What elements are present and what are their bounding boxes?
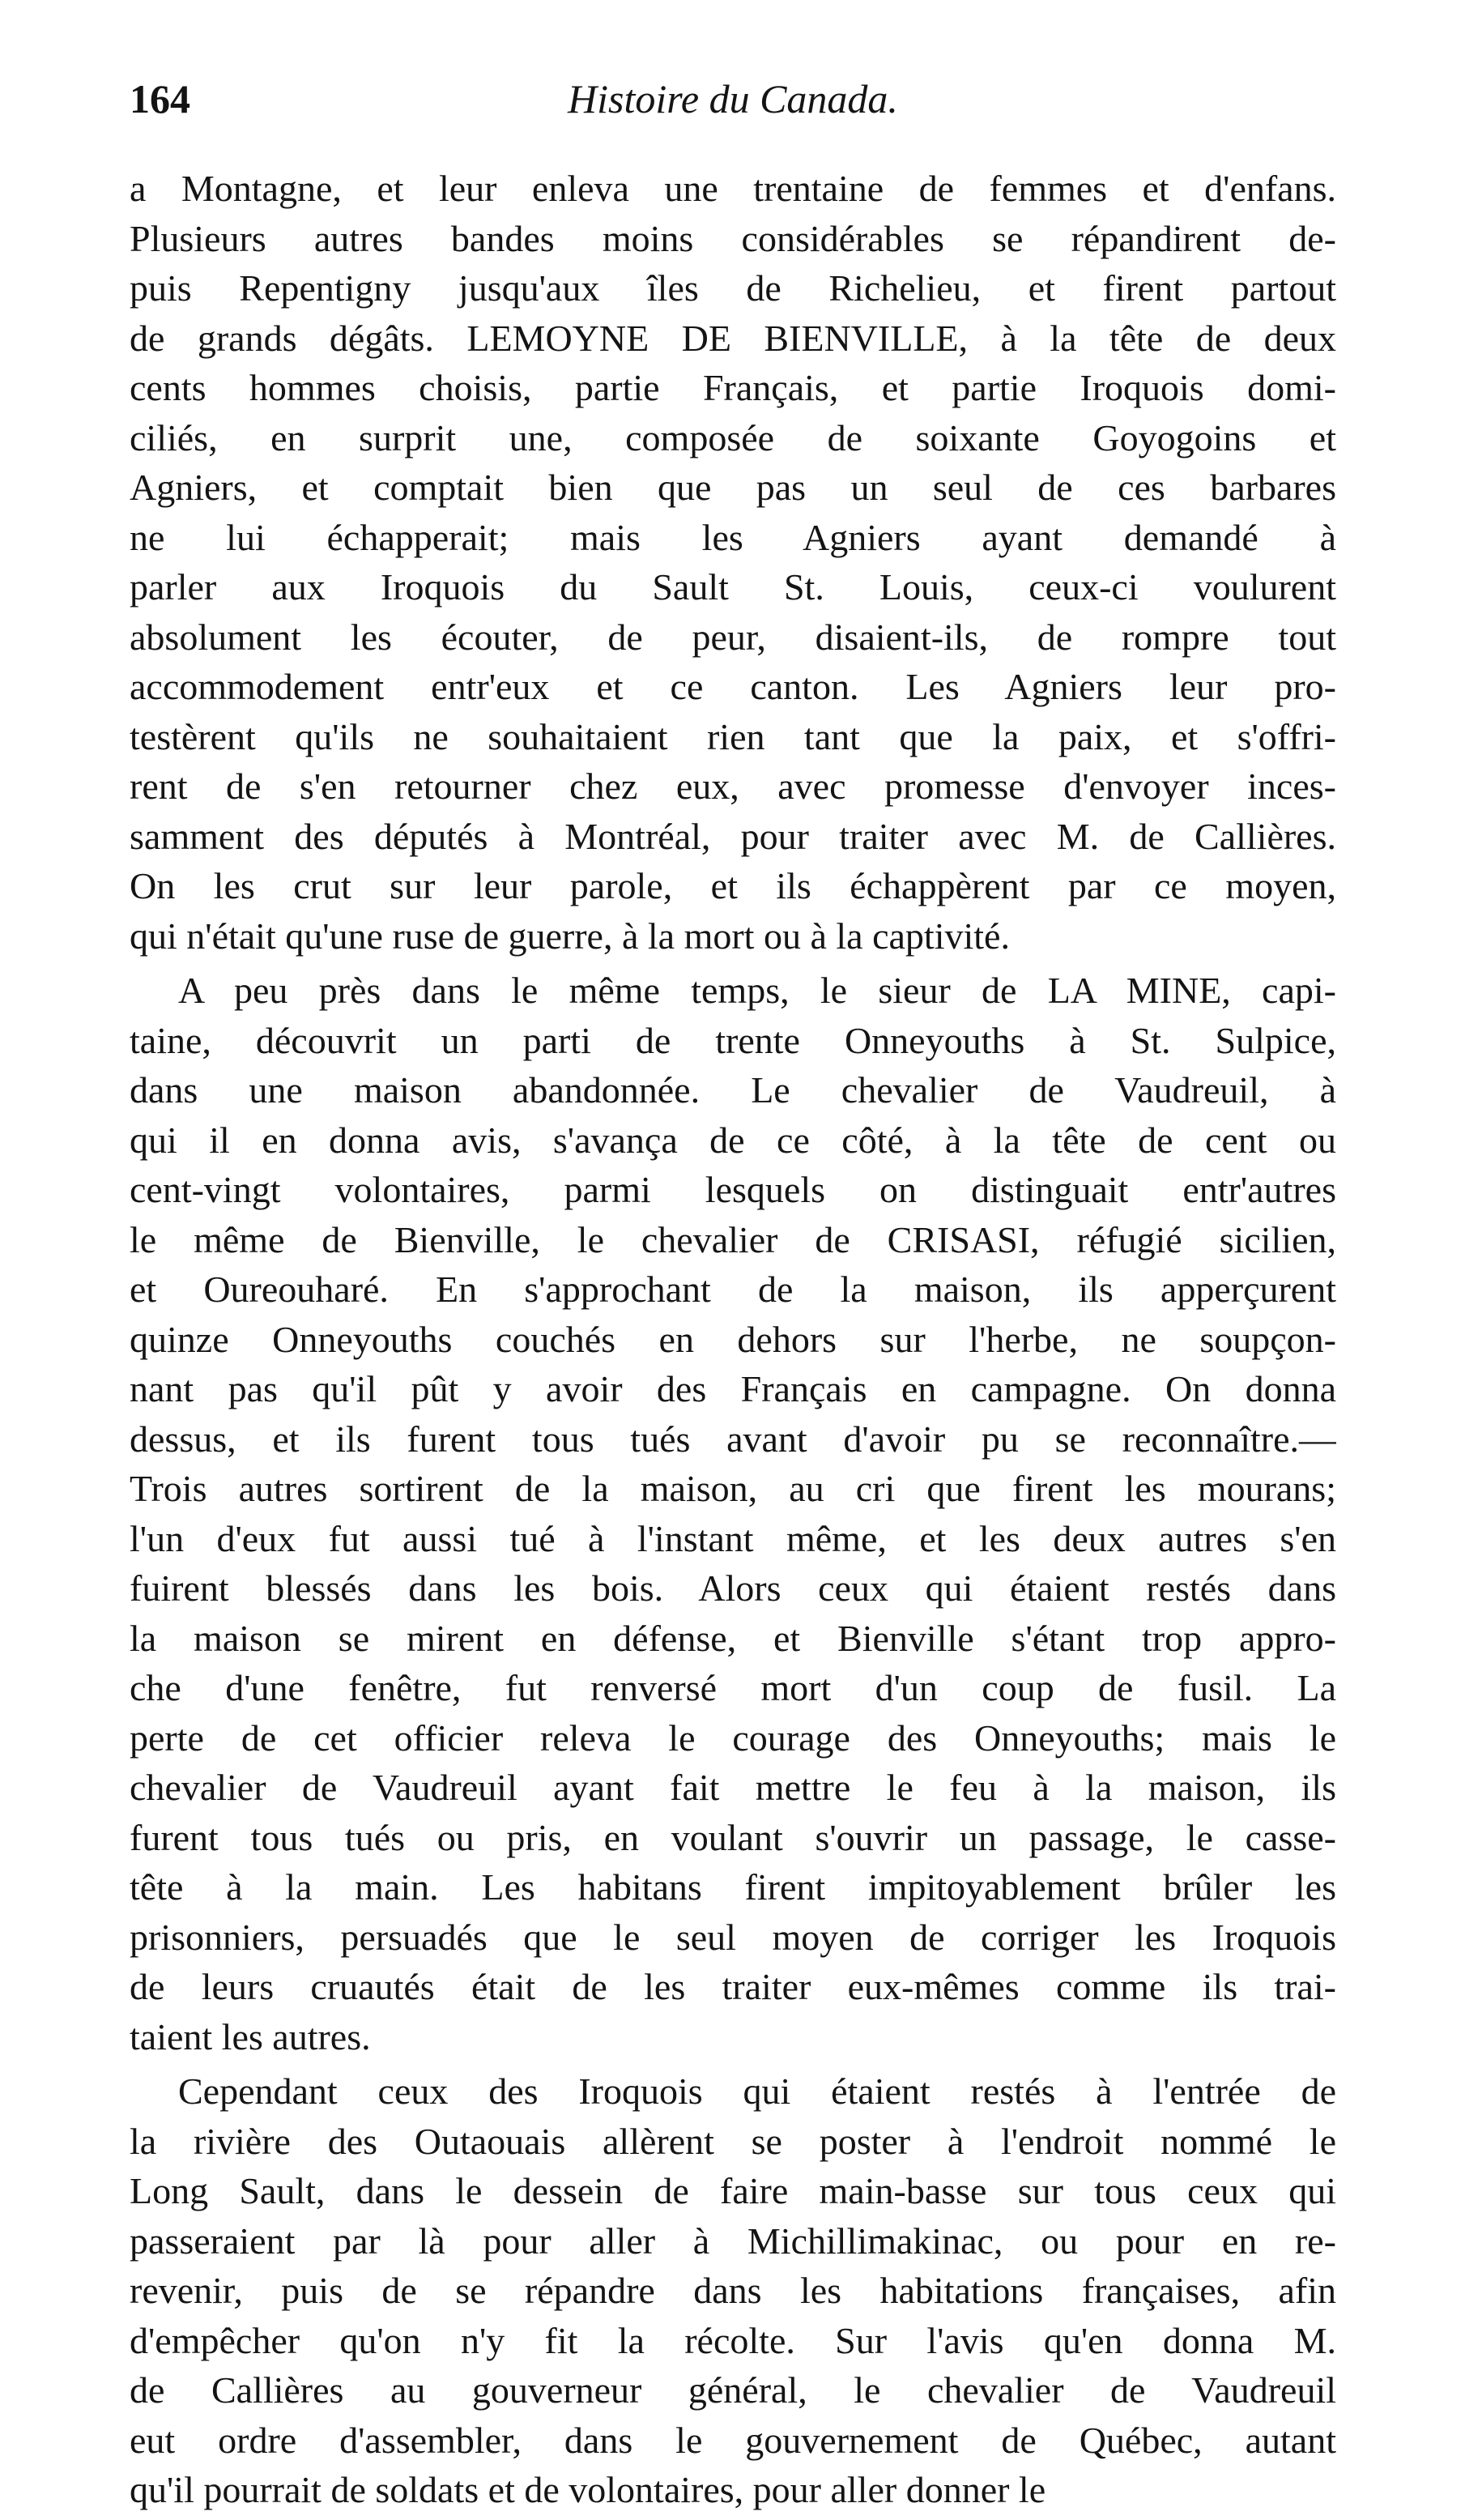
text-line: chevalier de Vaudreuil ayant fait mettre le feu à la maison, ils (130, 1767, 1336, 1808)
text-line: rent de s'en retourner chez eux, avec promesse d'envoyer inces- (130, 765, 1336, 807)
running-title: Histoire du Canada. (568, 76, 898, 122)
text-line: la rivière des Outaouais allèrent se poster à l'endroit nommé le (130, 2120, 1336, 2162)
text-line: cent-vingt volontaires, parmi lesquels on distinguait entr'autres (130, 1169, 1336, 1210)
text-line: dessus, et ils furent tous tués avant d'avoir pu se reconnaître.— (130, 1418, 1336, 1460)
page-number: 164 (130, 76, 190, 122)
text-line: passeraient par là pour aller à Michillimakinac, ou pour en re- (130, 2219, 1336, 2262)
text-line: eut ordre d'assembler, dans le gouvernement de Québec, autant (130, 2419, 1336, 2461)
text-line: Long Sault, dans le dessein de faire main-basse sur tous ceux qui (130, 2170, 1336, 2211)
paragraph (130, 966, 1336, 2062)
text-line: taient les autres. (130, 2015, 371, 2057)
text-line: de Callières au gouverneur général, le chevalier de Vaudreuil (130, 2369, 1336, 2411)
text-line: de grands dégâts. LEMOYNE DE BIENVILLE, à la tête de deux (130, 317, 1336, 359)
text-line: quinze Onneyouths couchés en dehors sur l'herbe, ne soupçon- (130, 1318, 1336, 1360)
text-line: ne lui échapperait; mais les Agniers ayant demandé à (130, 516, 1336, 558)
text-line: la maison se mirent en défense, et Bienville s'étant trop appro- (130, 1617, 1336, 1659)
text-line: taine, découvrit un parti de trente Onneyouths à St. Sulpice, (130, 1019, 1336, 1061)
text-line: qu'il pourrait de soldats et de volontaires, pour aller donner le (130, 2469, 1046, 2510)
text-line: Agniers, et comptait bien que pas un seul de ces barbares (130, 467, 1336, 508)
text-line: perte de cet officier releva le courage des Onneyouths; mais le (130, 1716, 1336, 1759)
text-line: A peu près dans le même temps, le sieur de LA MINE, capi- (178, 970, 1336, 1011)
running-head (130, 66, 1336, 131)
book-page (130, 66, 1336, 2520)
text-line: revenir, puis de se répandre dans les habitations françaises, afin (130, 2270, 1336, 2311)
text-line: d'empêcher qu'on n'y fit la récolte. Sur l'avis qu'en donna M. (130, 2319, 1336, 2361)
text-line: prisonniers, persuadés que le seul moyen de corriger les Iroquois (130, 1916, 1336, 1958)
text-line: Plusieurs autres bandes moins considérables se répandirent de- (130, 217, 1336, 259)
text-line: Trois autres sortirent de la maison, au cri que firent les mourans; (130, 1468, 1336, 1509)
text-line: samment des députés à Montréal, pour traiter avec M. de Callières. (130, 815, 1336, 857)
paragraph (130, 164, 1336, 961)
text-line: parler aux Iroquois du Sault St. Louis, ceux-ci voulurent (130, 566, 1336, 608)
text-line: qui n'était qu'une ruse de guerre, à la mort ou à la captivité. (130, 915, 1010, 957)
text-line: cents hommes choisis, partie Français, et partie Iroquois domi- (130, 367, 1336, 408)
text-line: a Montagne, et leur enleva une trentaine de femmes et d'enfans. (130, 168, 1336, 209)
text-line: testèrent qu'ils ne souhaitaient rien tant que la paix, et s'offri- (130, 715, 1336, 757)
text-line: absolument les écouter, de peur, disaient-ils, de rompre tout (130, 616, 1336, 658)
text-line: che d'une fenêtre, fut renversé mort d'un coup de fusil. La (130, 1667, 1336, 1708)
text-line: Cependant ceux des Iroquois qui étaient restés à l'entrée de (178, 2070, 1336, 2112)
text-line: nant pas qu'il pût y avoir des Français en campagne. On donna (130, 1368, 1336, 1409)
text-line: dans une maison abandonnée. Le chevalier de Vaudreuil, à (130, 1069, 1336, 1111)
text-line: puis Repentigny jusqu'aux îles de Richelieu, et firent partout (130, 267, 1336, 309)
text-line: furent tous tués ou pris, en voulant s'ouvrir un passage, le casse- (130, 1816, 1336, 1858)
text-line: accommodement entr'eux et ce canton. Les Agniers leur pro- (130, 666, 1336, 707)
text-line: le même de Bienville, le chevalier de CRISASI, réfugié sicilien, (130, 1218, 1336, 1260)
text-line: ciliés, en surprit une, composée de soixante Goyogoins et (130, 416, 1336, 458)
text-line: et Oureouharé. En s'approchant de la maison, ils apperçurent (130, 1269, 1336, 1310)
text-line: l'un d'eux fut aussi tué à l'instant même, et les deux autres s'en (130, 1517, 1336, 1559)
text-line: fuirent blessés dans les bois. Alors ceux qui étaient restés dans (130, 1567, 1336, 1609)
text-line: qui il en donna avis, s'avança de ce côté, à la tête de cent ou (130, 1119, 1336, 1161)
paragraph (130, 2066, 1336, 2515)
body-text (130, 164, 1336, 2515)
text-line: On les crut sur leur parole, et ils échappèrent par ce moyen, (130, 865, 1336, 906)
text-line: tête à la main. Les habitans firent impitoyablement brûler les (130, 1866, 1336, 1908)
text-line: de leurs cruautés était de les traiter eux-mêmes comme ils trai- (130, 1966, 1336, 2007)
